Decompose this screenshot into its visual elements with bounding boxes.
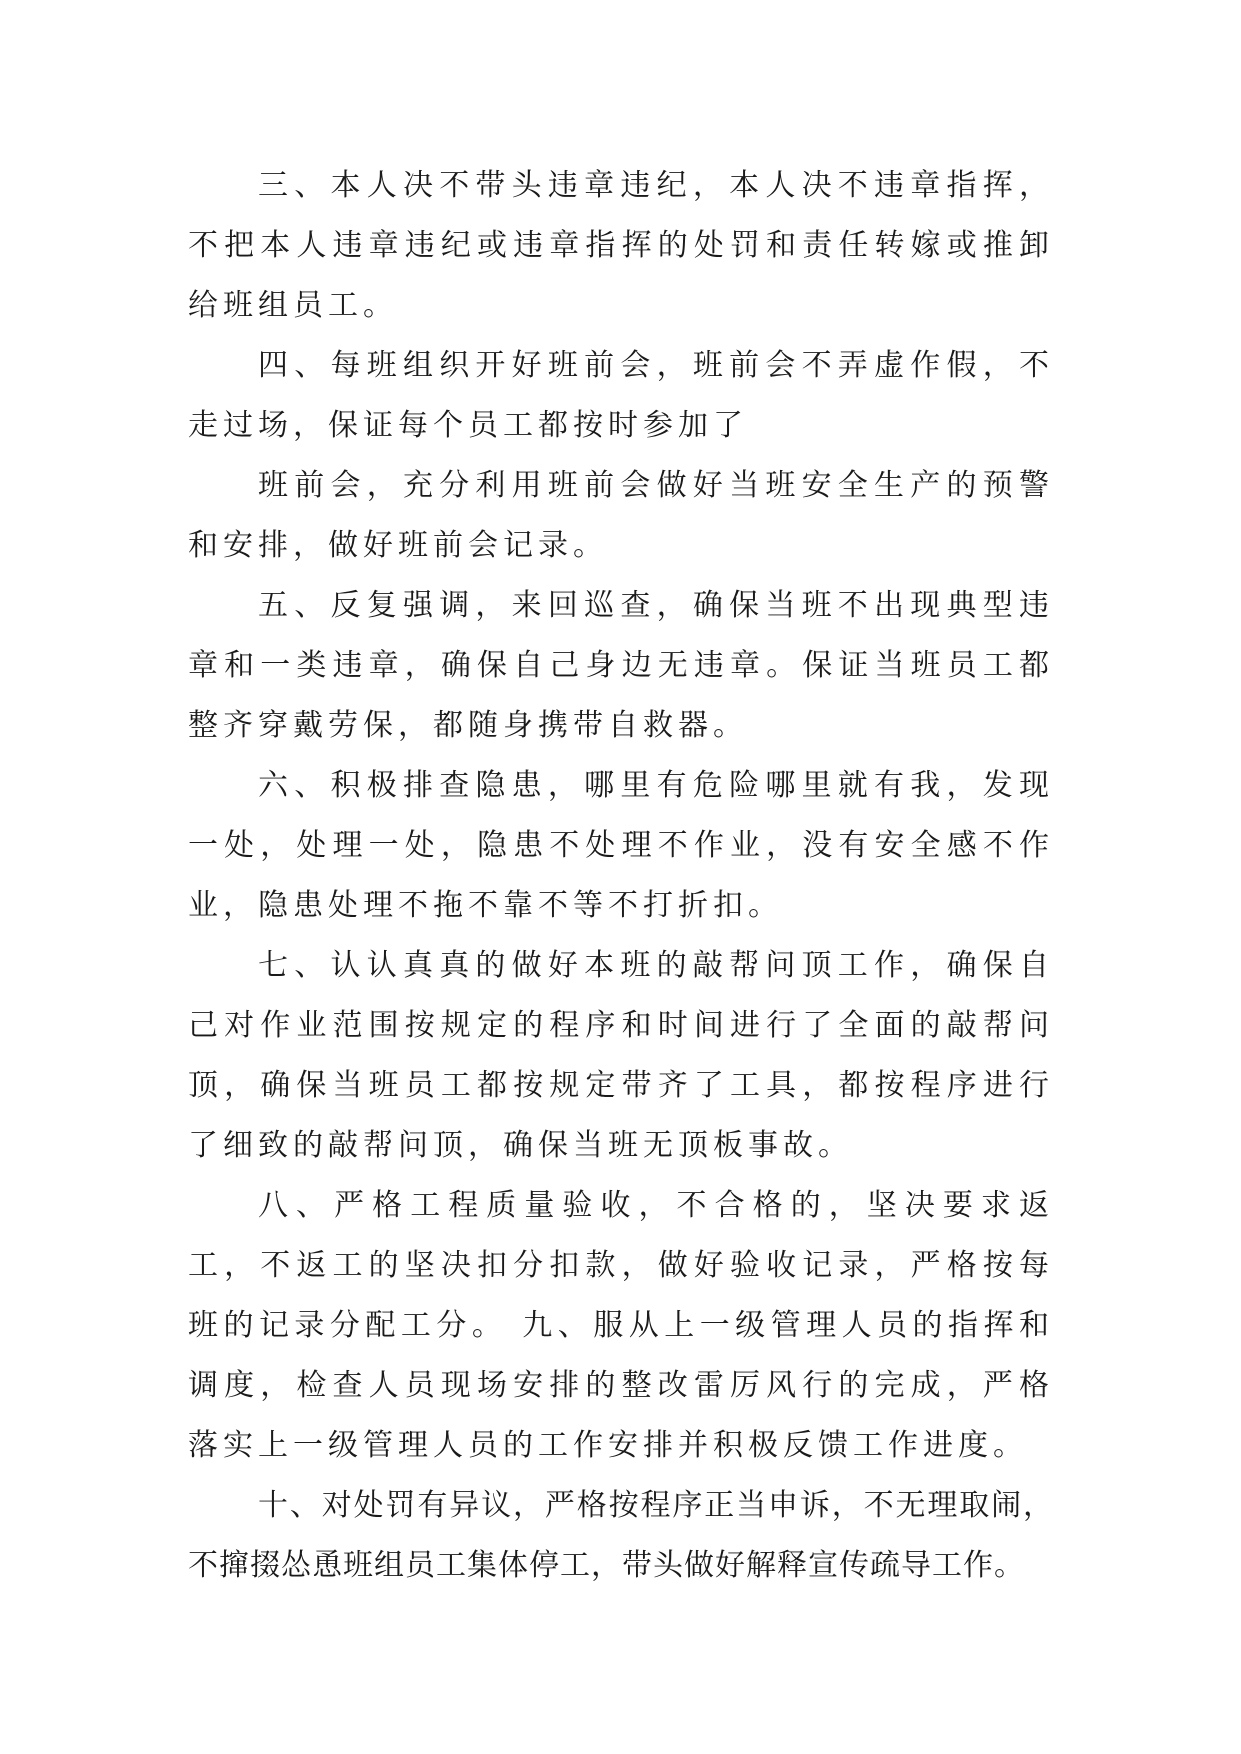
paragraph-7: 七、认认真真的做好本班的敲帮问顶工作，确保自己对作业范围按规定的程序和时间进行了全面的敲帮问顶，确保当班员工都按规定带齐了工具，都按程序进行了细致的敲帮问顶，确保当班无顶板事故。 [188, 948, 1054, 1163]
paragraph-3: 三、本人决不带头违章违纪，本人决不违章指挥，不把本人违章违纪或违章指挥的处罚和责任转嫁或推卸给班组员工。 [188, 168, 1054, 323]
paragraph-6: 六、积极排查隐患，哪里有危险哪里就有我，发现一处，处理一处，隐患不处理不作业，没有安全感不作业，隐患处理不拖不靠不等不打折扣。 [188, 768, 1054, 923]
paragraph-4-continued: 班前会，充分利用班前会做好当班安全生产的预警和安排，做好班前会记录。 [188, 468, 1054, 563]
paragraph-5: 五、反复强调，来回巡查，确保当班不出现典型违章和一类违章，确保自己身边无违章。保证当班员工都整齐穿戴劳保，都随身携带自救器。 [188, 588, 1054, 743]
document-body [188, 156, 1054, 1596]
paragraph-8-9: 八、严格工程质量验收，不合格的，坚决要求返工，不返工的坚决扣分扣款，做好验收记录，严格按每班的记录分配工分。 九、服从上一级管理人员的指挥和调度，检查人员现场安排的整改雷厉风行的完成，严格落实上一级管理人员的工作安排并积极反馈工作进度。 [188, 1188, 1054, 1463]
paragraph-10: 十、对处罚有异议，严格按程序正当申诉，不无理取闹，不撺掇怂恿班组员工集体停工，带头做好解释宣传疏导工作。 [188, 1488, 1054, 1583]
paragraph-4: 四、每班组织开好班前会，班前会不弄虚作假，不走过场，保证每个员工都按时参加了 [188, 348, 1054, 443]
